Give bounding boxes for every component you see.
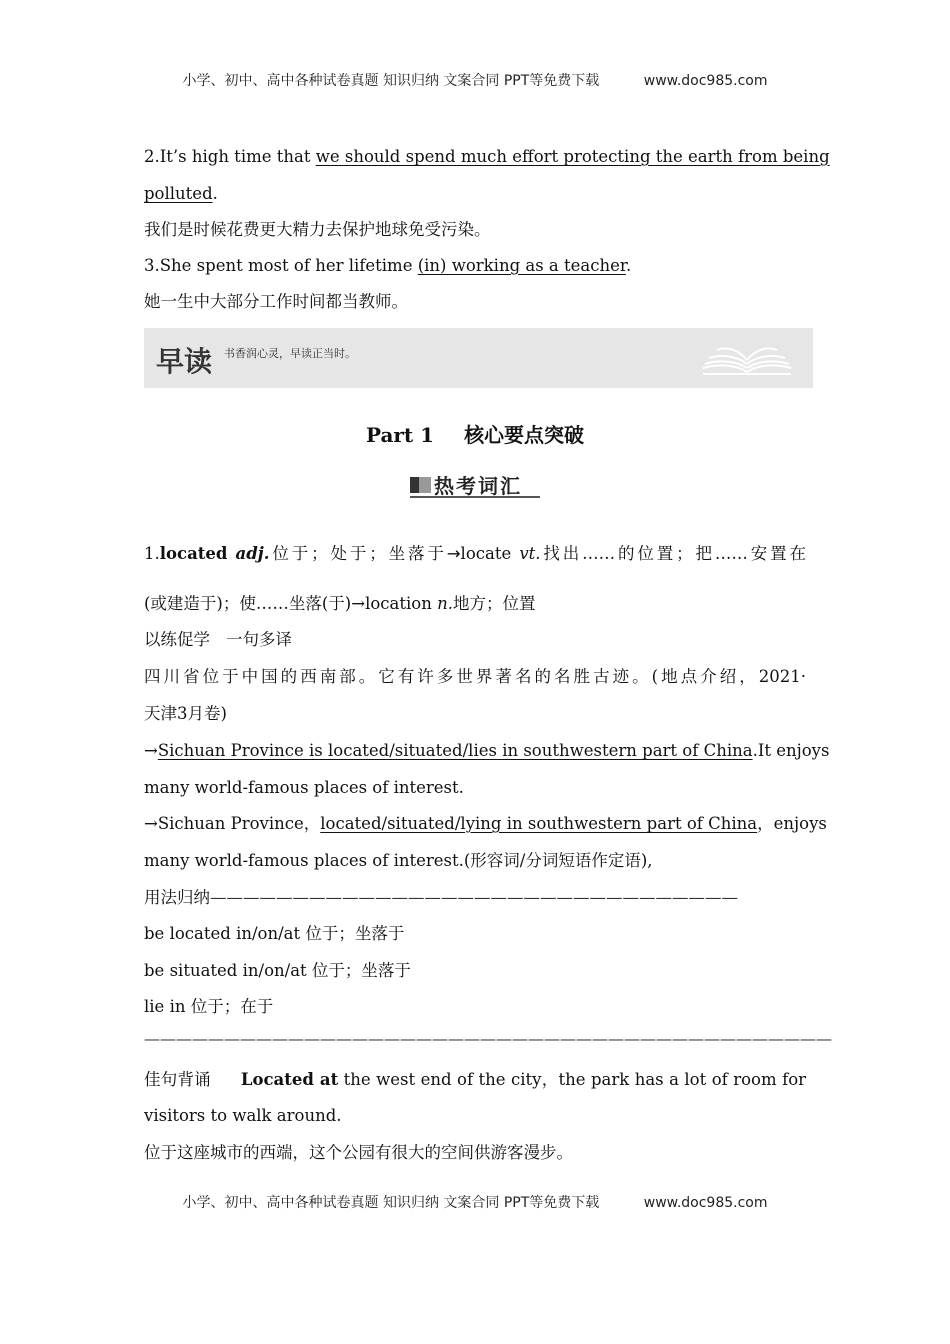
sentence-2-line1: 2.It’s high time that we should spend much effort protecting the earth from being bbox=[144, 147, 830, 166]
vocab-entry-line2: (或建造于)；使……坐落(于)→location n.地方；位置 bbox=[144, 594, 536, 613]
page-header bbox=[0, 70, 950, 90]
answer-1-line2: many world-famous places of interest. bbox=[144, 778, 464, 797]
header-text: 小学、初中、高中各种试卷真题 知识归纳 文案合同 PPT等免费下载 bbox=[182, 73, 600, 89]
footer-text: 小学、初中、高中各种试卷真题 知识归纳 文案合同 PPT等免费下载 bbox=[182, 1195, 600, 1211]
vocab-entry-line1: 1.located adj.位于；处于；坐落于→locate vt.找出……的位置；把……安置在 bbox=[144, 544, 807, 563]
footer-site: www.doc985.com bbox=[643, 1195, 768, 1211]
practice-cn-line2: 天津3月卷) bbox=[144, 704, 227, 723]
section-marker-icon bbox=[410, 477, 419, 493]
usage-item: be located in/on/at 位于；坐落于 bbox=[144, 924, 405, 943]
practice-cn-line1: 四川省位于中国的西南部。它有许多世界著名的名胜古迹。(地点介绍，2021· bbox=[144, 667, 806, 686]
answer-1: Sichuan Province is located/situated/lies in southwestern part of China bbox=[157, 741, 753, 760]
answer-2b: polluted bbox=[144, 184, 213, 203]
answer-3: (in) working as a teacher bbox=[417, 256, 626, 275]
example-line1: 佳句背诵 Located at the west end of the city，the park has a lot of room for bbox=[144, 1070, 807, 1089]
usage-divider: ——————————————————————————————————————————— bbox=[144, 1029, 832, 1048]
sentence-3-cn: 她一生中大部分工作时间都当教师。 bbox=[144, 292, 408, 311]
usage-item: be situated in/on/at 位于；坐落于 bbox=[144, 961, 411, 980]
sentence-3: 3.She spent most of her lifetime (in) working as a teacher. bbox=[144, 256, 632, 275]
vocab-headword: located bbox=[159, 544, 228, 563]
section-heading bbox=[410, 470, 540, 498]
answer-2a: we should spend much effort protecting the earth from being bbox=[315, 147, 830, 166]
answer-2: located/situated/lying in southwestern part of China bbox=[320, 814, 758, 833]
sentence-2-cn: 我们是时候花费更大精力去保护地球免受污染。 bbox=[144, 220, 491, 239]
page-footer bbox=[0, 1192, 950, 1212]
answer-2-line1: →Sichuan Province，located/situated/lying in southwestern part of China，enjoys bbox=[144, 814, 827, 833]
example-cn: 位于这座城市的西端，这个公园有很大的空间供游客漫步。 bbox=[144, 1143, 573, 1162]
banner-subtitle: 书香润心灵，早读正当时。 bbox=[224, 347, 356, 360]
sentence-2-line2: polluted. bbox=[144, 184, 218, 203]
usage-heading: 用法归纳———————————————————————————————— bbox=[144, 888, 738, 907]
header-site: www.doc985.com bbox=[643, 73, 768, 89]
section-title: 热考词汇 bbox=[434, 474, 522, 498]
practice-heading: 以练促学 一句多译 bbox=[144, 630, 292, 649]
banner-title: 早读 bbox=[156, 345, 213, 378]
answer-1-line1: →Sichuan Province is located/situated/lies in southwestern part of China.It enjoys bbox=[144, 741, 830, 760]
example-line2: visitors to walk around. bbox=[144, 1106, 342, 1125]
part-heading: Part 1 核心要点突破 bbox=[365, 423, 585, 447]
morning-reading-banner bbox=[144, 328, 813, 388]
answer-2-line2: many world-famous places of interest.(形容词/分词短语作定语), bbox=[144, 851, 653, 870]
open-book-icon bbox=[699, 342, 795, 378]
usage-item: lie in 位于；在于 bbox=[144, 997, 274, 1016]
